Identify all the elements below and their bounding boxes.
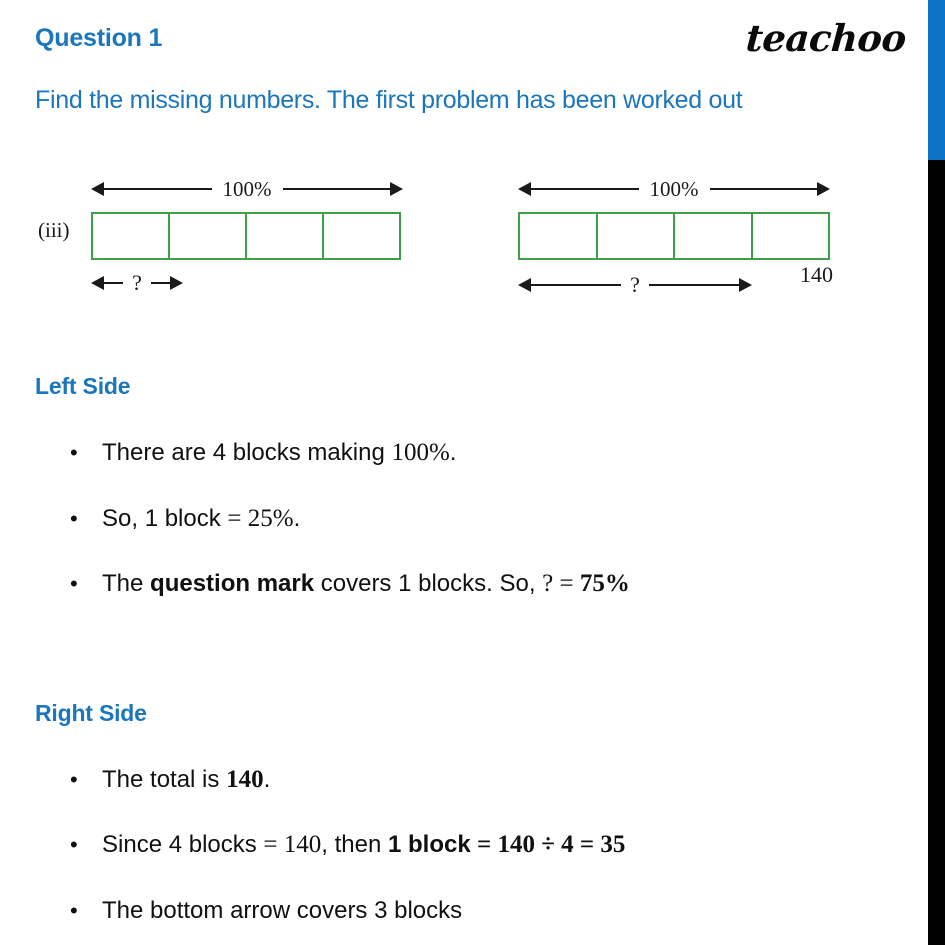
roman-numeral-label: (iii) xyxy=(38,218,70,242)
block-row-left xyxy=(91,212,401,260)
list-item-text xyxy=(102,439,456,467)
list-item xyxy=(70,897,462,925)
unknown-arrow-label-left: ? xyxy=(132,270,142,295)
text-run: The xyxy=(102,570,151,597)
list-item-text xyxy=(102,831,625,859)
math-run: = 140 xyxy=(263,831,322,858)
list-item-text xyxy=(102,570,630,598)
math-bold-run: = 140 ÷ 4 = 35 xyxy=(470,831,626,858)
total-value-label: 140 xyxy=(800,262,833,287)
list-item xyxy=(70,439,456,467)
math-run: 100% xyxy=(391,439,450,466)
emphasis-run: 140 xyxy=(226,766,264,793)
arrow-head-right-icon xyxy=(170,276,183,290)
teachoo-logo: teachoo xyxy=(744,16,908,60)
question-prompt: Find the missing numbers. The first problem has been worked out xyxy=(35,86,743,114)
unknown-arrow-right xyxy=(518,274,752,296)
page-title: Question 1 xyxy=(35,24,163,52)
arrow-line xyxy=(530,284,621,286)
text-run: There are 4 blocks making xyxy=(102,439,392,466)
text-run: covers 1 blocks. So, xyxy=(314,570,543,597)
arrow-head-right-icon xyxy=(817,182,830,196)
whole-arrow-label-left: 100% xyxy=(222,176,272,201)
list-item xyxy=(70,766,270,794)
bullet-marker-icon: • xyxy=(70,440,78,465)
arrow-line xyxy=(103,188,212,190)
emphasis-run: 1 block xyxy=(388,831,471,858)
text-run: . xyxy=(263,766,271,793)
whole-arrow-left xyxy=(91,178,403,200)
arrow-line xyxy=(649,284,740,286)
list-item xyxy=(70,831,625,859)
text-run: , then xyxy=(321,831,388,858)
emphasis-run: question mark xyxy=(150,570,315,597)
bar-model-right xyxy=(505,170,885,305)
text-run: So, 1 block xyxy=(102,505,228,532)
block-cell xyxy=(753,214,829,258)
math-run: ? = xyxy=(542,570,574,597)
bar-model-left xyxy=(33,170,433,305)
math-bold-run: 75% xyxy=(573,570,630,597)
edge-bar-blue-segment xyxy=(928,0,945,160)
block-cell xyxy=(520,214,598,258)
text-run: Since 4 blocks xyxy=(102,831,264,858)
list-item-text xyxy=(102,897,462,925)
page-edge-bar xyxy=(928,0,945,945)
whole-arrow-label-right: 100% xyxy=(649,176,699,201)
text-run: . xyxy=(449,439,457,466)
arrow-line xyxy=(151,282,171,284)
whole-arrow-right xyxy=(518,178,830,200)
bullet-marker-icon: • xyxy=(70,571,78,596)
arrow-line xyxy=(530,188,639,190)
arrow-head-right-icon xyxy=(739,278,752,292)
list-item-text xyxy=(102,505,300,533)
block-cell xyxy=(324,214,399,258)
list-item xyxy=(70,570,630,598)
text-run: The bottom arrow covers 3 blocks xyxy=(102,897,463,924)
block-cell xyxy=(170,214,247,258)
bullet-marker-icon: • xyxy=(70,898,78,923)
unknown-arrow-left xyxy=(91,272,183,294)
text-run: The total is xyxy=(102,766,227,793)
bullet-marker-icon: • xyxy=(70,506,78,531)
list-item-text xyxy=(102,766,270,794)
block-cell xyxy=(675,214,753,258)
text-run: . xyxy=(293,505,301,532)
arrow-line xyxy=(283,188,392,190)
arrow-line xyxy=(103,282,123,284)
block-cell xyxy=(598,214,676,258)
arrow-head-right-icon xyxy=(390,182,403,196)
arrow-line xyxy=(710,188,819,190)
edge-bar-black-segment xyxy=(928,160,945,945)
block-row-right xyxy=(518,212,830,260)
section-heading-right-side: Right Side xyxy=(35,700,147,726)
bullet-marker-icon: • xyxy=(70,832,78,857)
math-run: = 25% xyxy=(227,505,294,532)
list-item xyxy=(70,505,300,533)
unknown-arrow-label-right: ? xyxy=(630,272,640,297)
section-heading-left-side: Left Side xyxy=(35,373,131,399)
bullet-marker-icon: • xyxy=(70,767,78,792)
block-cell xyxy=(93,214,170,258)
block-cell xyxy=(247,214,324,258)
